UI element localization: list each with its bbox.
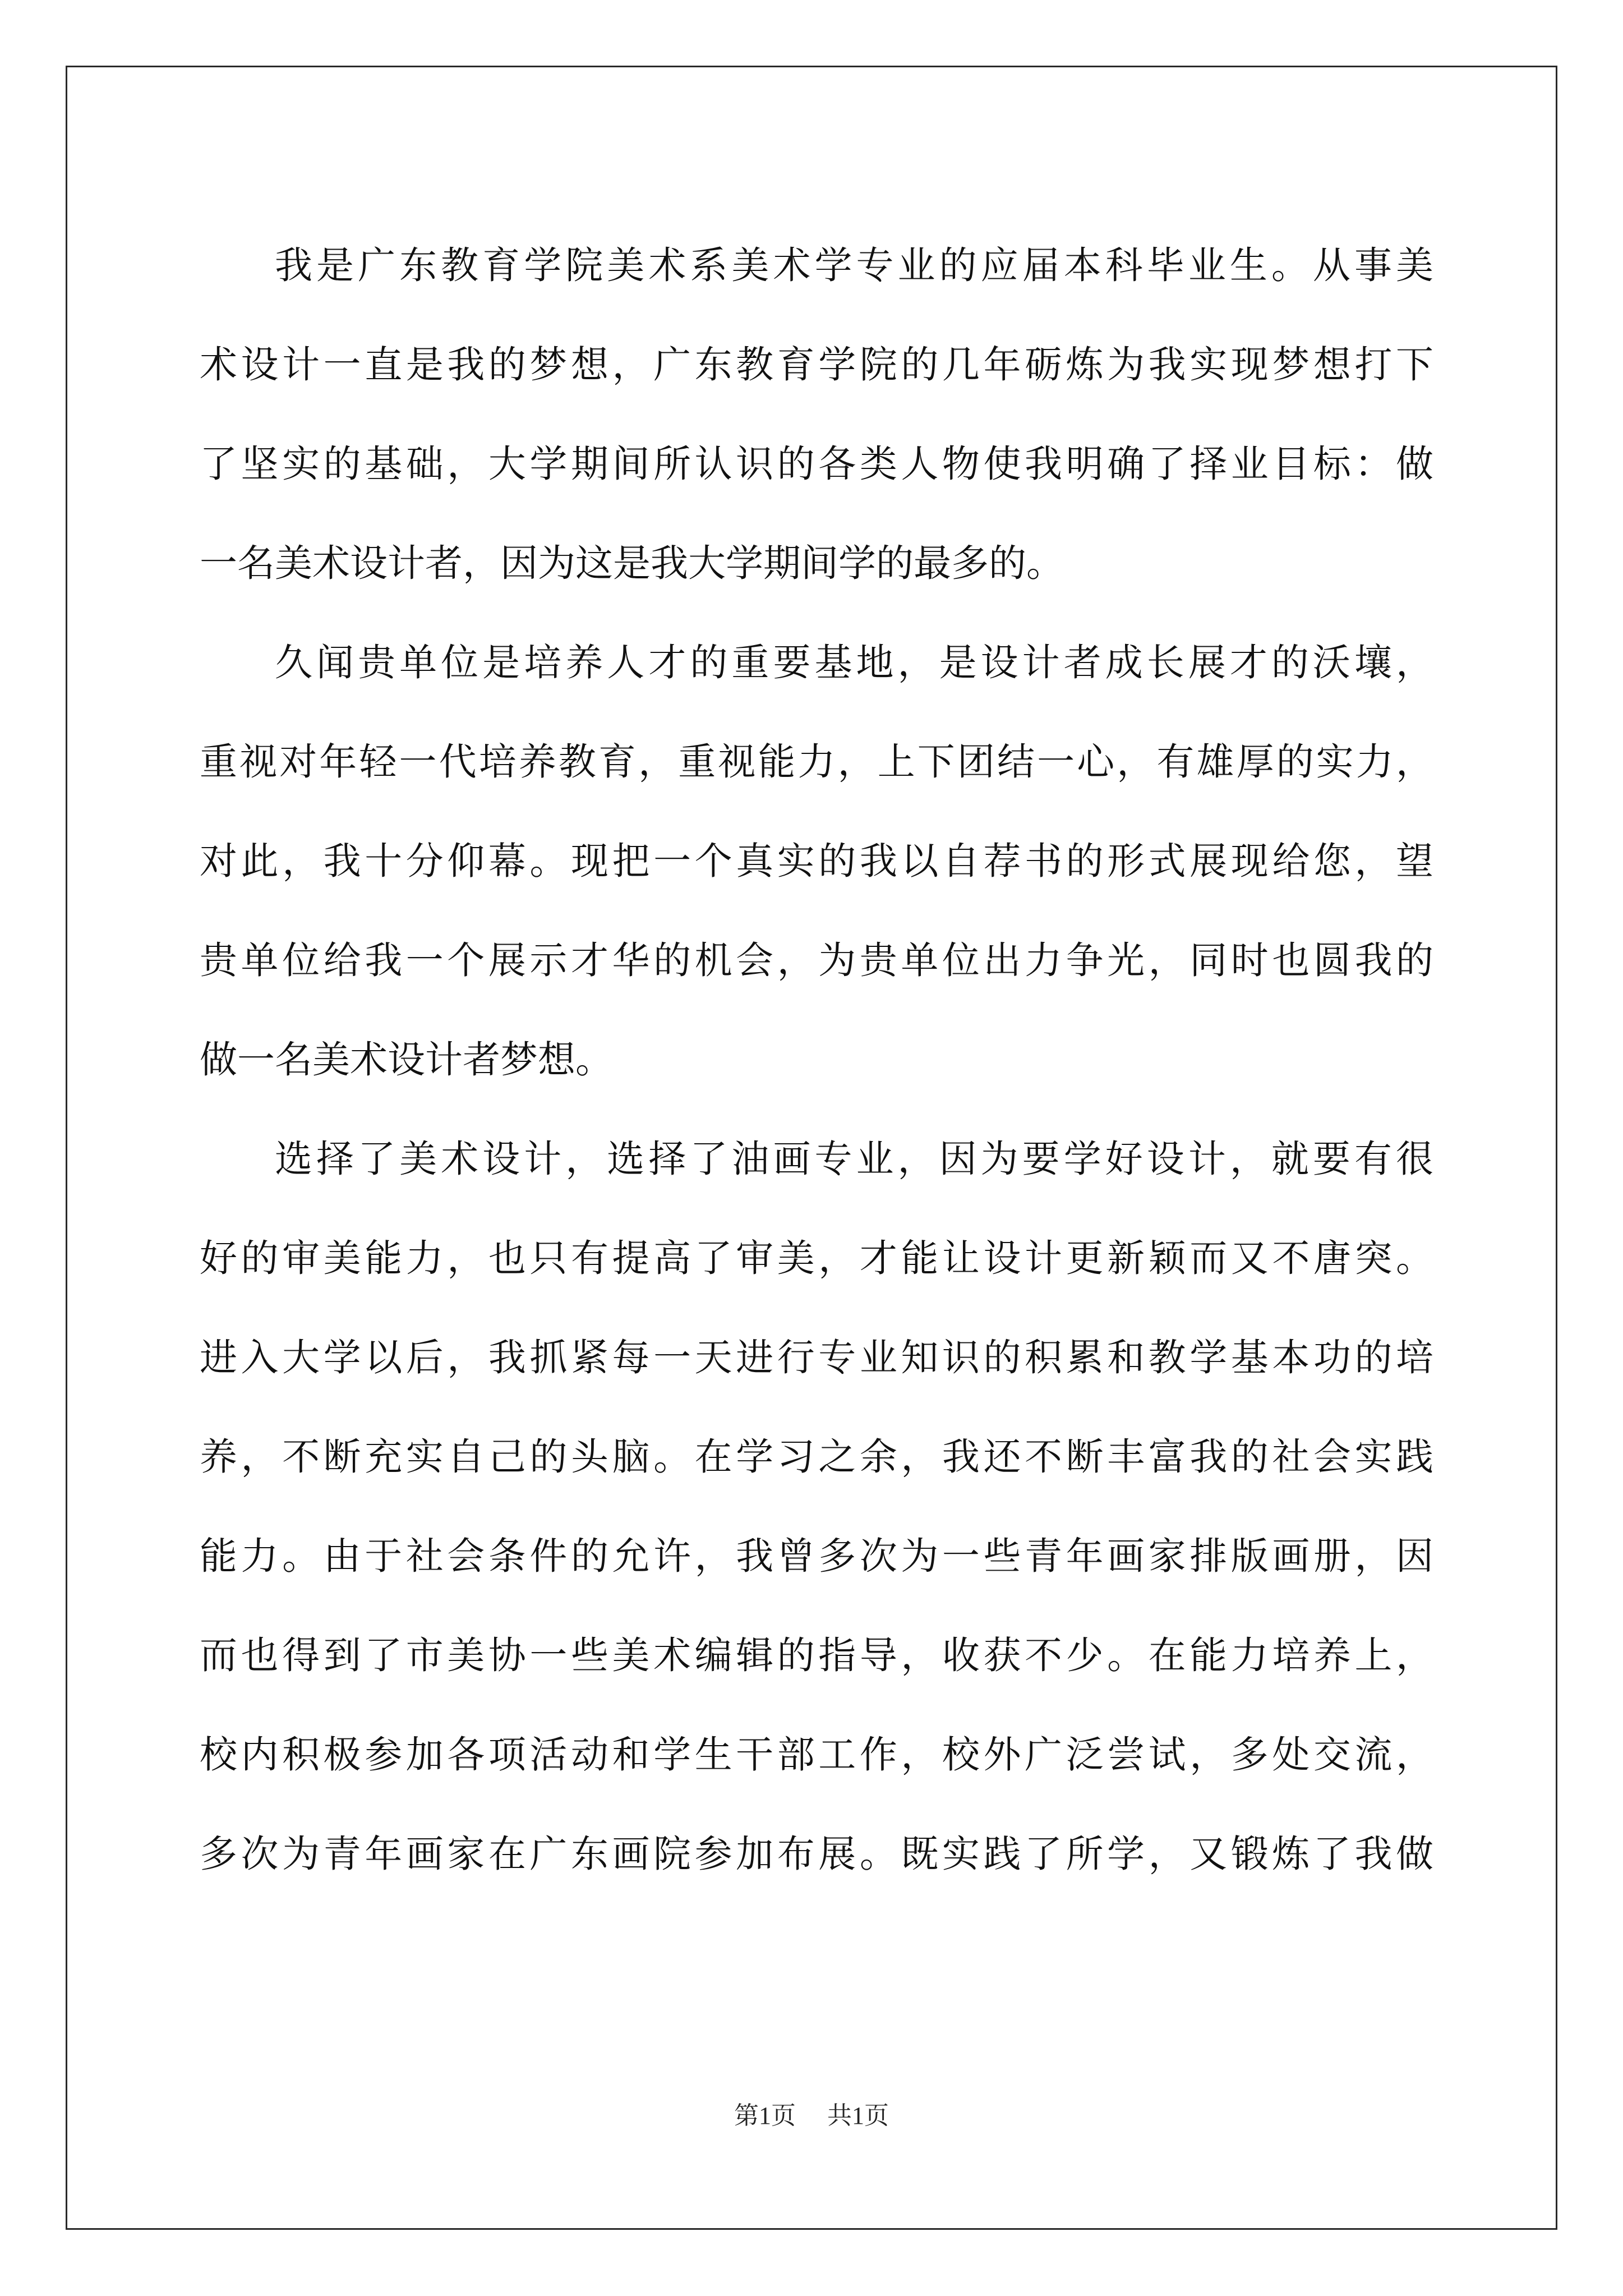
paragraph-1-line-4: 一名美术设计者，因为这是我大学期间学的最多的。	[200, 541, 1064, 585]
paragraph-2-line-4: 贵单位给我一个展示才华的机会，为贵单位出力争光，同时也圆我的	[200, 938, 1433, 982]
paragraph-3-line-5: 能力。由于社会条件的允许，我曾多次为一些青年画家排版画册，因	[200, 1534, 1433, 1578]
paragraph-3-line-7: 校内积极参加各项活动和学生干部工作，校外广泛尝试，多处交流，	[200, 1733, 1433, 1777]
paragraph-3-line-2: 好的审美能力，也只有提高了审美，才能让设计更新颖而又不唐突。	[200, 1236, 1433, 1280]
paragraph-3-line-8: 多次为青年画家在广东画院参加布展。既实践了所学，又锻炼了我做	[200, 1832, 1433, 1876]
paragraph-2-line-1: 久闻贵单位是培养人才的重要基地，是设计者成长展才的沃壤，	[275, 641, 1433, 684]
paragraph-1-line-3: 了坚实的基础，大学期间所认识的各类人物使我明确了择业目标：做	[200, 442, 1433, 486]
paragraph-1-line-1: 我是广东教育学院美术系美术学专业的应届本科毕业生。从事美	[275, 243, 1433, 287]
paragraph-3-line-1: 选择了美术设计，选择了油画专业，因为要学好设计，就要有很	[275, 1137, 1433, 1181]
paragraph-2-line-5: 做一名美术设计者梦想。	[200, 1038, 613, 1082]
page-total: 共1页	[827, 2102, 889, 2129]
page-number: 第1页	[734, 2102, 796, 2129]
document-body	[200, 216, 1433, 1904]
page-footer	[0, 2095, 1623, 2131]
paragraph-2-line-3: 对此，我十分仰幕。现把一个真实的我以自荐书的形式展现给您，望	[200, 839, 1433, 883]
paragraph-3-line-3: 进入大学以后，我抓紧每一天进行专业知识的积累和教学基本功的培	[200, 1336, 1433, 1379]
paragraph-1-line-2: 术设计一直是我的梦想，广东教育学院的几年砺炼为我实现梦想打下	[200, 343, 1433, 386]
paragraph-3-line-6: 而也得到了市美协一些美术编辑的指导，收获不少。在能力培养上，	[200, 1634, 1433, 1677]
paragraph-3-line-4: 养，不断充实自己的头脑。在学习之余，我还不断丰富我的社会实践	[200, 1435, 1433, 1479]
paragraph-2-line-2: 重视对年轻一代培养教育，重视能力，上下团结一心，有雄厚的实力，	[200, 740, 1433, 784]
